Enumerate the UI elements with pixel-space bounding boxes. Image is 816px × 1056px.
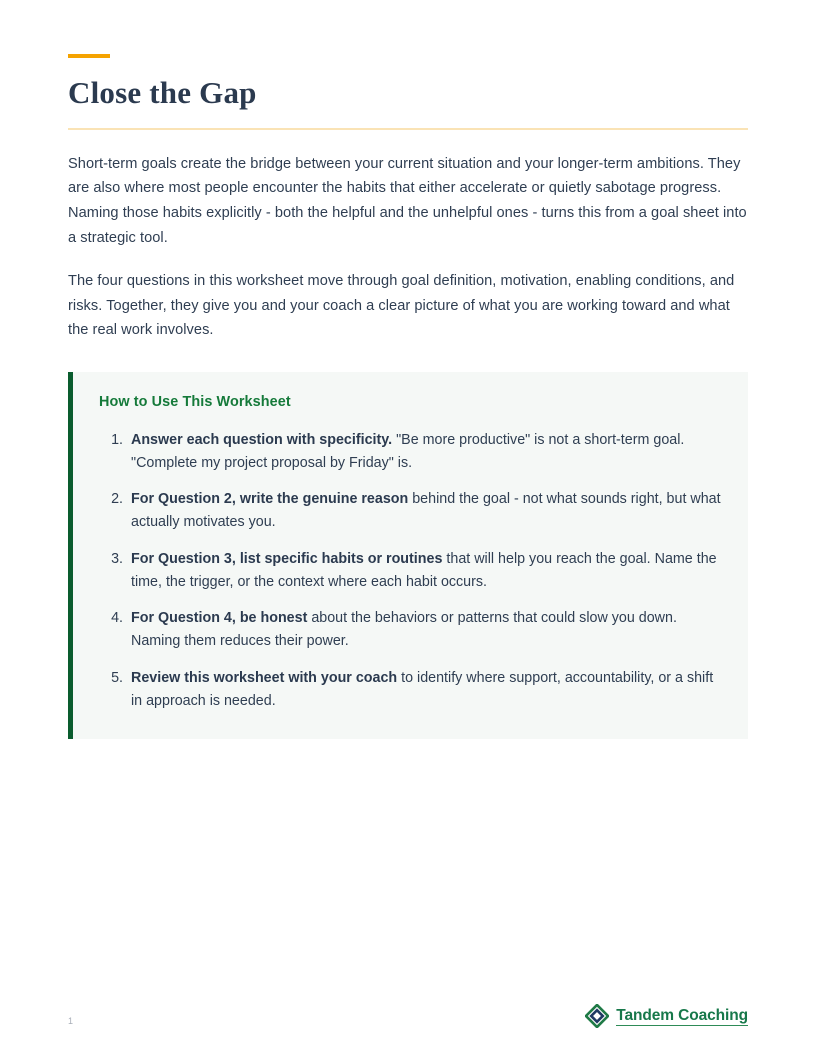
list-item-rest: behind the goal - not what sounds right, but what actually motivates you. [131,491,721,531]
brand-lockup [585,1004,748,1028]
list-item-rest: to identify where support, accountability, or a shift in approach is needed. [131,669,714,709]
list-item-lead: Review this worksheet with your coach [131,669,398,686]
list-item-lead: For Question 3, list specific habits or routines [131,550,443,567]
callout-instruction-list [99,429,722,713]
list-item [127,548,722,594]
how-to-use-callout [68,372,748,739]
brand-name: Tandem Coaching [616,1006,748,1024]
list-item-lead: For Question 4, be honest [131,610,308,627]
page-content [68,0,748,739]
list-item-lead: For Question 2, write the genuine reason [131,491,409,508]
list-item-rest: about the behaviors or patterns that could slow you down. Naming them reduces their power. [131,610,677,650]
intro-paragraph-1: Short-term goals create the bridge between your current situation and your longer-term ambitions. They are also where most people encounter the habits that either accelerate or quietly sabotage progress. Naming those habits explicitly - both the helpful and the unhelpful ones - turns this from a goal sheet into a strategic tool. [68,155,747,246]
page-number: 1 [68,1016,74,1026]
list-item-lead: Answer each question with specificity. [131,431,393,448]
list-item [127,488,722,534]
tandem-diamond-logo-icon [585,1004,609,1028]
page-footer [68,1002,748,1028]
list-item-rest: "Be more productive" is not a short-term goal. "Complete my project proposal by Friday" is. [131,431,685,472]
callout-heading: How to Use This Worksheet [99,393,291,410]
list-item-rest: that will help you reach the goal. Name the time, the trigger, or the context where each habit occurs. [131,550,717,590]
page-title: Close the Gap [68,75,257,110]
list-item [127,667,722,713]
list-item [127,607,722,653]
intro-paragraph-2: The four questions in this worksheet move through goal definition, motivation, enabling conditions, and risks. Together, they give you and your coach a clear picture of what you are working toward and what the real work involves. [68,273,735,339]
list-item [127,429,722,475]
